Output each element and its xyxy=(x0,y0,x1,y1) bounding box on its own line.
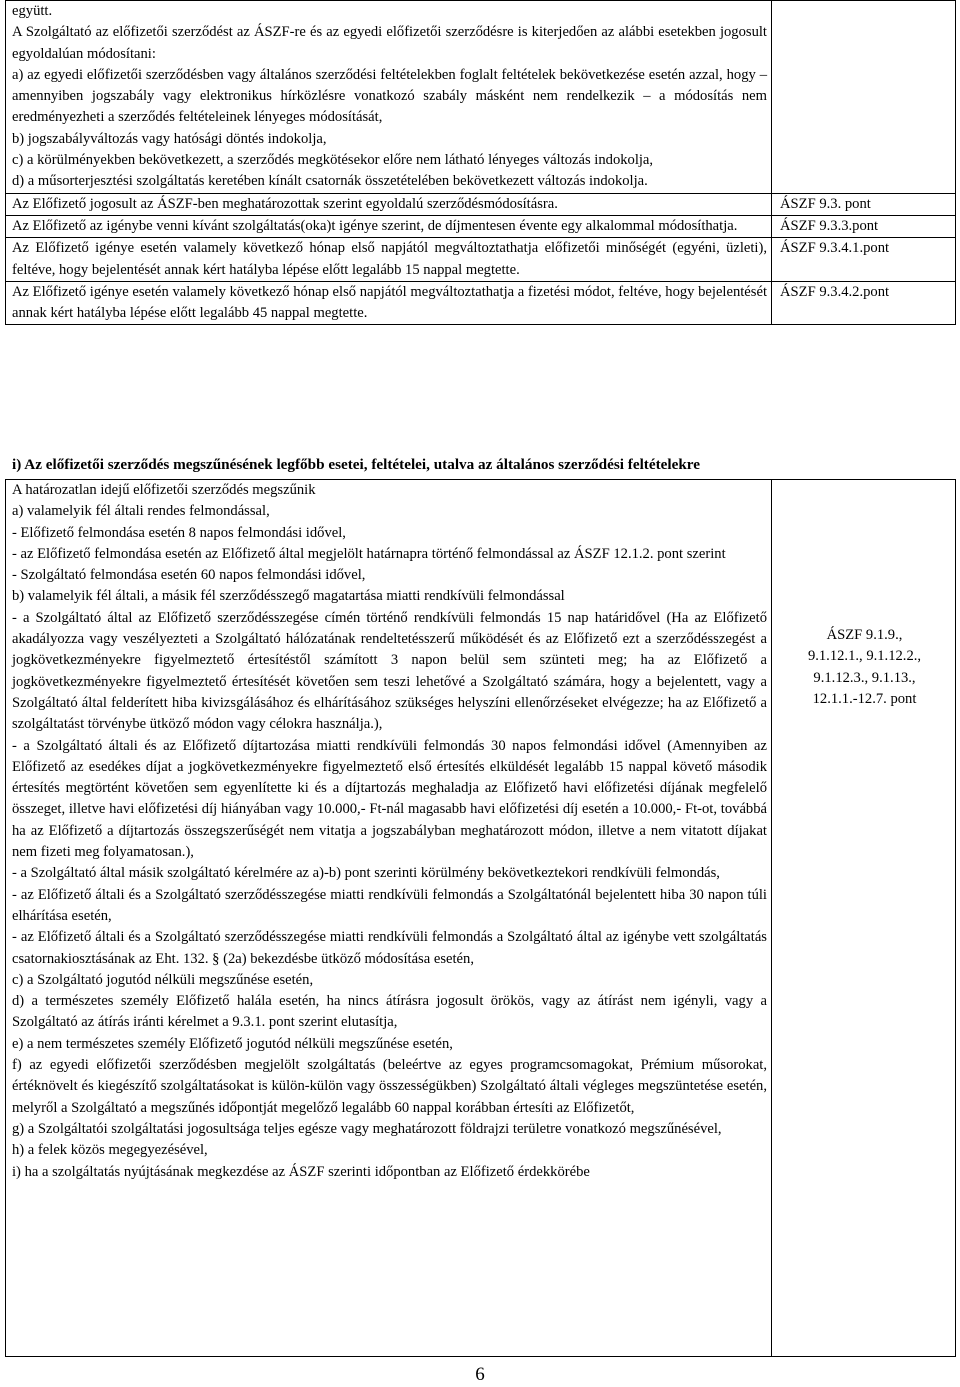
termination-table xyxy=(5,479,956,1357)
reference-line: 9.1.12.3., 9.1.13., xyxy=(813,669,916,686)
terms-row xyxy=(6,193,956,215)
termination-text-cell xyxy=(6,480,772,1357)
paragraph: - Szolgáltató felmondása esetén 60 napos felmondási idővel, xyxy=(12,567,366,584)
termination-row xyxy=(6,480,956,1357)
paragraph: d) a természetes személy Előfizető halála esetén, ha nincs átírásra jogosult örökös, vagy az átírást nem igényli, vagy a Szolgáltató az átírás iránti kérelmet a 9.3.1. pont szerint elutasítja, xyxy=(12,993,767,1031)
paragraph: f) az egyedi előfizetői szerződésben megjelölt szolgáltatás (beleértve az egyes programcsomagokat, Prémium műsorokat, értéknövelt és kiegészítő szolgáltatásokat is külön-külön vagy összességükben) Szolgáltató általi végleges megszüntetése esetén, melyről a Szolgáltató a megszűnés időpontját megelőző legalább 60 nappal korábban értesíti az Előfizetőt, xyxy=(12,1057,767,1116)
paragraph: e) a nem természetes személy Előfizető jogutód nélküli megszűnése esetén, xyxy=(12,1035,453,1052)
reference-line: ÁSZF 9.1.9., xyxy=(826,627,903,643)
terms-text-cell xyxy=(6,215,772,237)
terms-row xyxy=(6,238,956,282)
terms-text-cell xyxy=(6,193,772,215)
paragraph: c) a Szolgáltató jogutód nélküli megszűnése esetén, xyxy=(12,971,314,988)
terms-row xyxy=(6,215,956,237)
paragraph: - az Előfizető felmondása esetén az Előfizető által megjelölt határnapra történő felmondással az ÁSZF 12.1.2. pont szerint xyxy=(12,545,726,562)
paragraph: - a Szolgáltató által másik szolgáltató kérelmére az a)-b) pont szerinti körülmény bekövetkeztekori rendkívüli felmondás, xyxy=(12,865,720,882)
paragraph: együtt. xyxy=(12,3,53,19)
reference-line: 12.1.1.-12.7. pont xyxy=(812,690,917,707)
paragraph: Az Előfizető az igénybe venni kívánt szolgáltatás(oka)t igénye szerint, de díjmentesen évente egy alkalommal módosíthatja. xyxy=(12,217,738,234)
paragraph: c) a körülményekben bekövetkezett, a szerződés megkötésekor előre nem látható lényeges változás indokolja, xyxy=(12,152,654,169)
paragraph: d) a műsorterjesztési szolgáltatás keretében kínált csatornák összetételében bekövetkezett változás indokolja. xyxy=(12,173,648,190)
paragraph: Az Előfizető igénye esetén valamely következő hónap első napjától megváltoztathatja előfizetői minőségét (egyéni, üzleti), feltéve, hogy bejelentését annak kért hatályba lépése előtt legalább 15 nappal megtette. xyxy=(12,240,767,278)
paragraph: A Szolgáltató az előfizetői szerződést az ÁSZF-re és az egyedi előfizetői szerződésre is kiterjedően az alábbi esetekben jogosult egyoldalúan módosítani: xyxy=(12,24,767,62)
reference-cell: ÁSZF 9.3. pont xyxy=(772,193,956,215)
reference-cell: ÁSZF 9.3.4.2.pont xyxy=(772,281,956,325)
terms-row xyxy=(6,1,956,194)
paragraph: i) ha a szolgáltatás nyújtásának megkezdése az ÁSZF szerinti időpontban az Előfizető érdekkörébe xyxy=(12,1163,590,1180)
paragraph: - az Előfizető általi és a Szolgáltató szerződésszegése miatti rendkívüli felmondás a Szolgáltatónál bejelentett hiba 30 napon túli elhárítása esetén, xyxy=(12,886,767,924)
paragraph: - a Szolgáltató által az Előfizető szerződésszegése címén történő rendkívüli felmondás 15 nap határidővel (Ha az Előfizető akadályozza vagy veszélyezteti a Szolgáltató hálózatának rendeltetésszerű működését és az Előfizető ezt a szerződésszegést a jogkövetkezményekre figyelmeztető értesítéstől számított 3 napon belül sem szünteti meg; ha az Előfizető a jogkövetkezményekre figyelmeztető értesítését követően sem teszi lehetővé a Szolgáltató számára, hogy a bejelentett, vagy a Szolgáltató által felderített hiba kivizsgálásához és elhárításához szükséges helyszíni ellenőrzéseket elvégezze; ha az Előfizető a szolgáltatást törvénybe ütköző módon vagy célokra használja.), xyxy=(12,609,767,733)
terms-text-cell xyxy=(6,238,772,282)
paragraph: Az Előfizető jogosult az ÁSZF-ben meghatározottak szerint egyoldalú szerződésmódosításra. xyxy=(12,195,558,212)
reference-cell xyxy=(772,1,956,194)
paragraph: - a Szolgáltató általi és az Előfizető díjtartozása miatti rendkívüli felmondás 30 napos felmondási idővel (Amennyiben az Előfizető az esedékes díjat a jogkövetkezményekre figyelmeztető első értesítés elküldését legalább 15 nappal követő második értesítés megtörtént követően sem egyenlítette ki és a díjtartozás meghaladja az Előfizető havi előfizetési díjának megfelelő összeget, illetve havi előfizetési díj hiányában vagy 10.000,- Ft-nál magasabb havi előfizetési díj esetén a 10.000,- Ft-ot, továbbá ha az Előfizető a díjtartozás összegszerűségét nem vitatja a jogszabályban meghatározott módon, illetve a nem vitatott díjakat nem fizeti meg folyamatosan.), xyxy=(12,737,767,861)
paragraph: b) valamelyik fél általi, a másik fél szerződésszegő magatartása miatti rendkívüli felmondással xyxy=(12,588,565,605)
paragraph: - az Előfizető általi és a Szolgáltató szerződésszegése miatti rendkívüli felmondás a Szolgáltató által az igénybe vett szolgáltatás csatornakiosztásának az Eht. 132. § (2a) bekezdésbe ütköző módosítása esetén, xyxy=(12,929,767,967)
paragraph: b) jogszabályváltozás vagy hatósági döntés indokolja, xyxy=(12,130,327,147)
terms-table xyxy=(5,0,956,325)
paragraph: a) valamelyik fél általi rendes felmondással, xyxy=(12,503,270,520)
paragraph: g) a Szolgáltatói szolgáltatási jogosultsága teljes egésze vagy meghatározott földrajzi területre vonatkozó megszűnésével, xyxy=(12,1120,722,1137)
reference-line: 9.1.12.1., 9.1.12.2., xyxy=(807,648,922,665)
section-heading: i) Az előfizetői szerződés megszűnésének legfőbb esetei, feltételei, utalva az általános szerződési feltételekre xyxy=(12,456,700,473)
termination-ref-cell xyxy=(772,480,956,1357)
paragraph: a) az egyedi előfizetői szerződésben vagy általános szerződési feltételekben foglalt feltételek bekövetkezése esetén azzal, hogy – amennyiben jogszabály vagy elektronikus hírközlésre vonatkozó szabály másként nem rendelkezik – a módosítás nem eredményezheti a szerződés feltételeinek lényeges módosítását, xyxy=(12,66,767,126)
terms-row xyxy=(6,281,956,325)
reference-cell: ÁSZF 9.3.3.pont xyxy=(772,215,956,237)
paragraph: Az Előfizető igénye esetén valamely következő hónap első napjától megváltoztathatja a fizetési módot, feltéve, hogy bejelentését annak kért hatályba lépése előtt legalább 45 nappal megtette. xyxy=(12,283,767,322)
reference-cell: ÁSZF 9.3.4.1.pont xyxy=(772,238,956,282)
paragraph: - Előfizető felmondása esetén 8 napos felmondási idővel, xyxy=(12,524,346,541)
paragraph: h) a felek közös megegyezésével, xyxy=(12,1142,208,1159)
page-number: 6 xyxy=(475,1364,485,1385)
paragraph: A határozatlan idejű előfizetői szerződés megszűnik xyxy=(12,482,316,498)
terms-text-cell xyxy=(6,1,772,194)
terms-text-cell xyxy=(6,281,772,325)
